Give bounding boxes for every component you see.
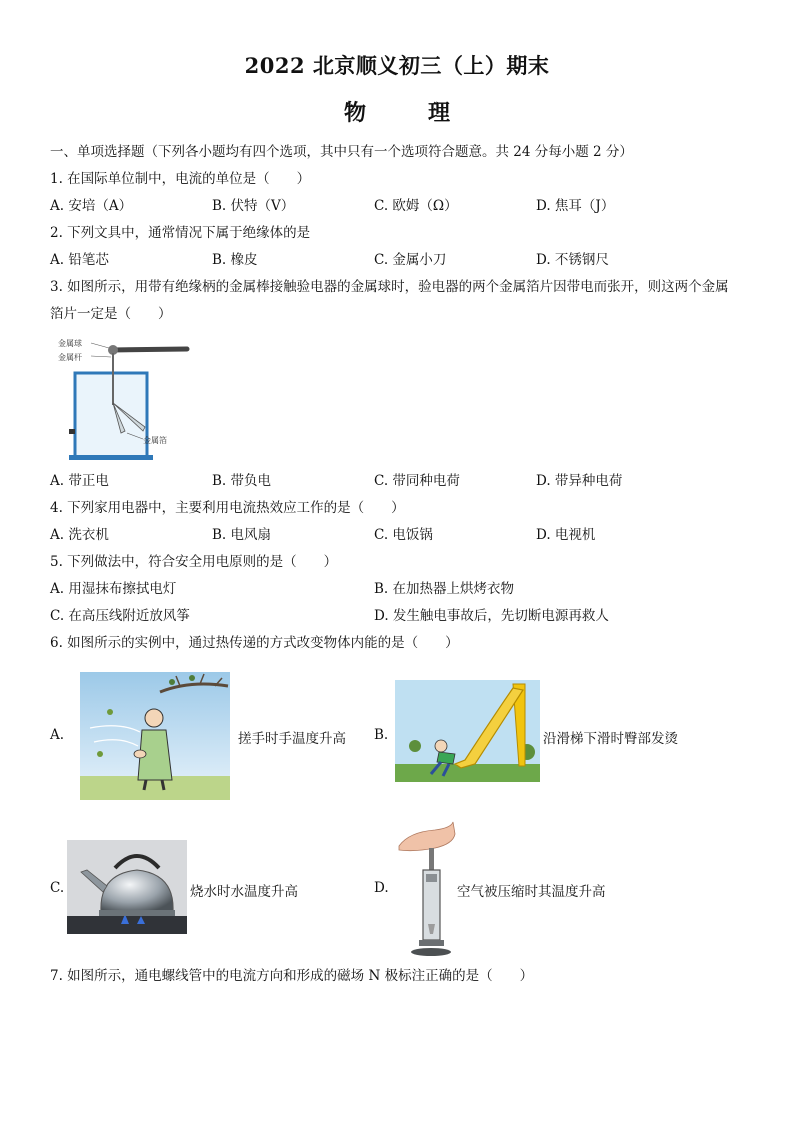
q3-option-b: B. 带负电 [212, 473, 272, 489]
q6-option-b-text: 沿滑梯下滑时臀部发烫 [543, 731, 678, 747]
q6-option-b-label: B. [374, 727, 389, 743]
hand [399, 822, 455, 851]
subject-char-1: 物 [343, 100, 366, 126]
label-metal-rod: 金属杆 [58, 353, 82, 362]
slide-image [395, 680, 540, 782]
section-heading: 一、单项选择题（下列各小题均有四个选项，其中只有一个选项符合题意。共 24 分每小题 2 分） [50, 144, 633, 160]
q1-option-c: C. 欧姆（Ω） [374, 198, 458, 214]
q1-option-d: D. 焦耳（J） [536, 198, 615, 214]
electroscope-figure [55, 335, 190, 463]
q3-option-c: C. 带同种电荷 [374, 473, 460, 489]
kettle-image [67, 840, 187, 934]
q3-option-a: A. 带正电 [50, 473, 109, 489]
q5-option-d: D. 发生触电事故后，先切断电源再救人 [374, 608, 609, 624]
subject-char-2: 理 [427, 100, 450, 126]
label-metal-ball: 金属球 [58, 339, 82, 348]
q3-stem-line1: 3. 如图所示，用带有绝缘柄的金属棒接触验电器的金属球时，验电器的两个金属箔片因带电而张开，则这两个金属 [50, 279, 729, 295]
q6-stem: 6. 如图所示的实例中，通过热传递的方式改变物体内能的是（ ） [50, 635, 459, 651]
q6-option-a-text: 搓手时手温度升高 [238, 731, 346, 747]
q1-option-b: B. 伏特（V） [212, 198, 295, 214]
q2-option-d: D. 不锈钢尺 [536, 252, 609, 268]
q7-stem: 7. 如图所示，通电螺线管中的电流方向和形成的磁场 N 极标注正确的是（ ） [50, 968, 534, 984]
q6-option-c-text: 烧水时水温度升高 [190, 884, 298, 900]
q6-option-c-label: C. [50, 880, 65, 896]
air-compression-image [395, 820, 457, 958]
electroscope-case [75, 373, 147, 457]
q5-option-b: B. 在加热器上烘烤衣物 [374, 581, 515, 597]
q2-option-b: B. 橡皮 [212, 252, 258, 268]
q2-option-a: A. 铅笔芯 [50, 252, 109, 268]
subject-title [0, 96, 794, 127]
q4-option-b: B. 电风扇 [212, 527, 272, 543]
q5-option-a: A. 用湿抹布擦拭电灯 [50, 581, 177, 597]
q3-option-d: D. 带异种电荷 [536, 473, 623, 489]
q5-option-c: C. 在高压线附近放风筝 [50, 608, 190, 624]
q6-option-d-label: D. [374, 880, 389, 896]
q4-option-d: D. 电视机 [536, 527, 596, 543]
q3-stem-line2: 箔片一定是（ ） [50, 306, 172, 322]
q2-option-c: C. 金属小刀 [374, 252, 447, 268]
q1-stem: 1. 在国际单位制中，电流的单位是（ ） [50, 171, 311, 187]
q4-option-a: A. 洗衣机 [50, 527, 109, 543]
q2-stem: 2. 下列文具中，通常情况下属于绝缘体的是 [50, 225, 311, 241]
q1-option-a: A. 安培（A） [50, 198, 133, 214]
q6-option-d-text: 空气被压缩时其温度升高 [457, 884, 606, 900]
metal-rod [111, 349, 187, 350]
rubbing-hands-image [80, 672, 230, 800]
label-metal-foil: 金属箔 [143, 436, 167, 445]
q5-stem: 5. 下列做法中，符合安全用电原则的是（ ） [50, 554, 338, 570]
q4-stem: 4. 下列家用电器中，主要利用电流热效应工作的是（ ） [50, 500, 405, 516]
q4-option-c: C. 电饭锅 [374, 527, 433, 543]
q6-option-a-label: A. [50, 727, 65, 743]
page-title: 2022 北京顺义初三（上）期末 [244, 53, 550, 78]
